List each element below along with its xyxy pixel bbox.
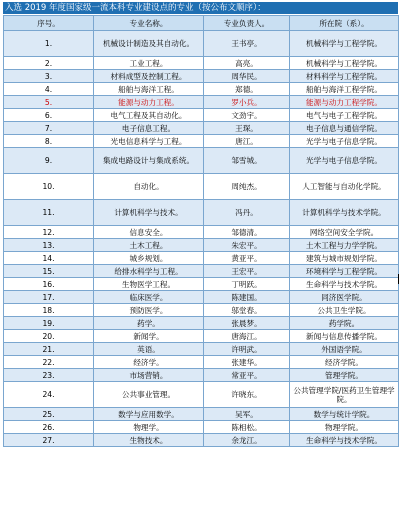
cell-head: 丁明跃。 xyxy=(204,278,290,291)
cell-major: 新闻学。 xyxy=(94,330,204,343)
table-row xyxy=(4,278,399,291)
cell-head: 许晓东。 xyxy=(204,382,290,408)
cell-no: 9. xyxy=(4,148,94,174)
cell-no: 5. xyxy=(4,96,94,109)
header-major: 专业名称。 xyxy=(94,16,204,31)
cell-no: 2. xyxy=(4,57,94,70)
cell-school: 环境科学与工程学院。 xyxy=(290,265,399,278)
cell-major: 药学。 xyxy=(94,317,204,330)
cell-no: 13. xyxy=(4,239,94,252)
cell-no: 20. xyxy=(4,330,94,343)
cell-major: 土木工程。 xyxy=(94,239,204,252)
table-row xyxy=(4,148,399,174)
cell-no: 17. xyxy=(4,291,94,304)
cell-major: 能源与动力工程。 xyxy=(94,96,204,109)
cell-head: 朱宏平。 xyxy=(204,239,290,252)
cell-head: 唐海江。 xyxy=(204,330,290,343)
cell-major: 光电信息科学与工程。 xyxy=(94,135,204,148)
table-row xyxy=(4,174,399,200)
table-row-highlighted xyxy=(4,96,399,109)
cell-major: 电气工程及其自动化。 xyxy=(94,109,204,122)
table-header-row xyxy=(4,16,399,31)
cell-head: 余龙江。 xyxy=(204,434,290,447)
table-row xyxy=(4,70,399,83)
cell-school: 物理学院。 xyxy=(290,421,399,434)
table-row xyxy=(4,304,399,317)
cell-major: 临床医学。 xyxy=(94,291,204,304)
cell-school: 机械科学与工程学院。 xyxy=(290,31,399,57)
cell-school: 生命科学与技术学院。 xyxy=(290,278,399,291)
cell-major: 材料成型及控制工程。 xyxy=(94,70,204,83)
table-row xyxy=(4,369,399,382)
cell-head: 常亚平。 xyxy=(204,369,290,382)
cell-major: 英语。 xyxy=(94,343,204,356)
cell-no: 16. xyxy=(4,278,94,291)
cell-no: 24. xyxy=(4,382,94,408)
cell-head: 邹雪城。 xyxy=(204,148,290,174)
table-row xyxy=(4,135,399,148)
cell-head: 冯丹。 xyxy=(204,200,290,226)
cell-no: 25. xyxy=(4,408,94,421)
cell-school: 材料科学与工程学院。 xyxy=(290,70,399,83)
cell-school: 新闻与信息传播学院。 xyxy=(290,330,399,343)
cell-head: 邹德清。 xyxy=(204,226,290,239)
table-row xyxy=(4,330,399,343)
cell-school: 电气与电子工程学院。 xyxy=(290,109,399,122)
cell-no: 15. xyxy=(4,265,94,278)
cell-major: 工业工程。 xyxy=(94,57,204,70)
cell-head: 文劲宇。 xyxy=(204,109,290,122)
cell-no: 10. xyxy=(4,174,94,200)
cell-no: 14. xyxy=(4,252,94,265)
cell-no: 6. xyxy=(4,109,94,122)
cell-head: 王琛。 xyxy=(204,122,290,135)
cell-school: 数学与统计学院。 xyxy=(290,408,399,421)
cell-head: 陈相松。 xyxy=(204,421,290,434)
cell-major: 给排水科学与工程。 xyxy=(94,265,204,278)
header-head: 专业负责人。 xyxy=(204,16,290,31)
cell-no: 22. xyxy=(4,356,94,369)
cell-no: 7. xyxy=(4,122,94,135)
cell-major: 预防医学。 xyxy=(94,304,204,317)
header-school: 所在院（系）。 xyxy=(290,16,399,31)
cell-no: 8. xyxy=(4,135,94,148)
cell-no: 19. xyxy=(4,317,94,330)
cell-school: 建筑与城市规划学院。 xyxy=(290,252,399,265)
cell-school: 公共卫生学院。 xyxy=(290,304,399,317)
cell-head: 邬堂春。 xyxy=(204,304,290,317)
table-row xyxy=(4,291,399,304)
table-row xyxy=(4,252,399,265)
table-row xyxy=(4,200,399,226)
cell-major: 公共事业管理。 xyxy=(94,382,204,408)
cell-head: 陈建国。 xyxy=(204,291,290,304)
table-row xyxy=(4,109,399,122)
table-row xyxy=(4,122,399,135)
cell-school: 药学院。 xyxy=(290,317,399,330)
table-row xyxy=(4,239,399,252)
cell-major: 信息安全。 xyxy=(94,226,204,239)
cell-major: 市场营销。 xyxy=(94,369,204,382)
cell-school: 机械科学与工程学院。 xyxy=(290,57,399,70)
cell-head: 吴军。 xyxy=(204,408,290,421)
cell-school: 生命科学与技术学院。 xyxy=(290,434,399,447)
text-cursor-mark xyxy=(398,274,399,284)
cell-head: 罗小兵。 xyxy=(204,96,290,109)
cell-school: 电子信息与通信学院。 xyxy=(290,122,399,135)
cell-major: 物理学。 xyxy=(94,421,204,434)
cell-school: 网络空间安全学院。 xyxy=(290,226,399,239)
cell-major: 船舶与海洋工程。 xyxy=(94,83,204,96)
cell-major: 机械设计制造及其自动化。 xyxy=(94,31,204,57)
cell-head: 郑德。 xyxy=(204,83,290,96)
cell-school: 船舶与海洋工程学院。 xyxy=(290,83,399,96)
cell-major: 计算机科学与技术。 xyxy=(94,200,204,226)
cell-head: 许明武。 xyxy=(204,343,290,356)
cell-school: 同济医学院。 xyxy=(290,291,399,304)
cell-major: 经济学。 xyxy=(94,356,204,369)
cell-school: 光学与电子信息学院。 xyxy=(290,135,399,148)
cell-major: 城乡规划。 xyxy=(94,252,204,265)
cell-no: 12. xyxy=(4,226,94,239)
majors-table xyxy=(3,15,399,447)
cell-school: 土木工程与力学学院。 xyxy=(290,239,399,252)
cell-school: 管理学院。 xyxy=(290,369,399,382)
cell-no: 4. xyxy=(4,83,94,96)
cell-no: 11. xyxy=(4,200,94,226)
table-caption: 入选 2019 年度国家级一流本科专业建设点的专业（按公布文顺序）： xyxy=(3,2,398,14)
table-row xyxy=(4,226,399,239)
cell-school: 公共管理学院/医药卫生管理学院。 xyxy=(290,382,399,408)
cell-head: 王书亭。 xyxy=(204,31,290,57)
cell-no: 1. xyxy=(4,31,94,57)
table-row xyxy=(4,421,399,434)
cell-major: 自动化。 xyxy=(94,174,204,200)
cell-head: 周华民。 xyxy=(204,70,290,83)
table-row xyxy=(4,343,399,356)
cell-head: 周纯杰。 xyxy=(204,174,290,200)
cell-major: 电子信息工程。 xyxy=(94,122,204,135)
cell-school: 人工智能与自动化学院。 xyxy=(290,174,399,200)
cell-major: 集成电路设计与集成系统。 xyxy=(94,148,204,174)
cell-school: 计算机科学与技术学院。 xyxy=(290,200,399,226)
cell-head: 张建华。 xyxy=(204,356,290,369)
table-row xyxy=(4,434,399,447)
cell-head: 高亮。 xyxy=(204,57,290,70)
table-row xyxy=(4,317,399,330)
cell-major: 生物技术。 xyxy=(94,434,204,447)
cell-no: 21. xyxy=(4,343,94,356)
cell-head: 王宏平。 xyxy=(204,265,290,278)
table-row xyxy=(4,57,399,70)
table-row xyxy=(4,83,399,96)
table-row xyxy=(4,408,399,421)
cell-head: 张晨梦。 xyxy=(204,317,290,330)
cell-school: 光学与电子信息学院。 xyxy=(290,148,399,174)
cell-school: 外国语学院。 xyxy=(290,343,399,356)
table-row xyxy=(4,265,399,278)
cell-no: 27. xyxy=(4,434,94,447)
cell-no: 3. xyxy=(4,70,94,83)
cell-head: 唐江。 xyxy=(204,135,290,148)
header-no: 序号。 xyxy=(4,16,94,31)
cell-major: 生物医学工程。 xyxy=(94,278,204,291)
cell-no: 26. xyxy=(4,421,94,434)
cell-school: 能源与动力工程学院。 xyxy=(290,96,399,109)
table-row xyxy=(4,382,399,408)
table-row xyxy=(4,31,399,57)
table-row xyxy=(4,356,399,369)
cell-major: 数学与应用数学。 xyxy=(94,408,204,421)
cell-no: 23. xyxy=(4,369,94,382)
cell-school: 经济学院。 xyxy=(290,356,399,369)
cell-head: 黄亚平。 xyxy=(204,252,290,265)
cell-no: 18. xyxy=(4,304,94,317)
